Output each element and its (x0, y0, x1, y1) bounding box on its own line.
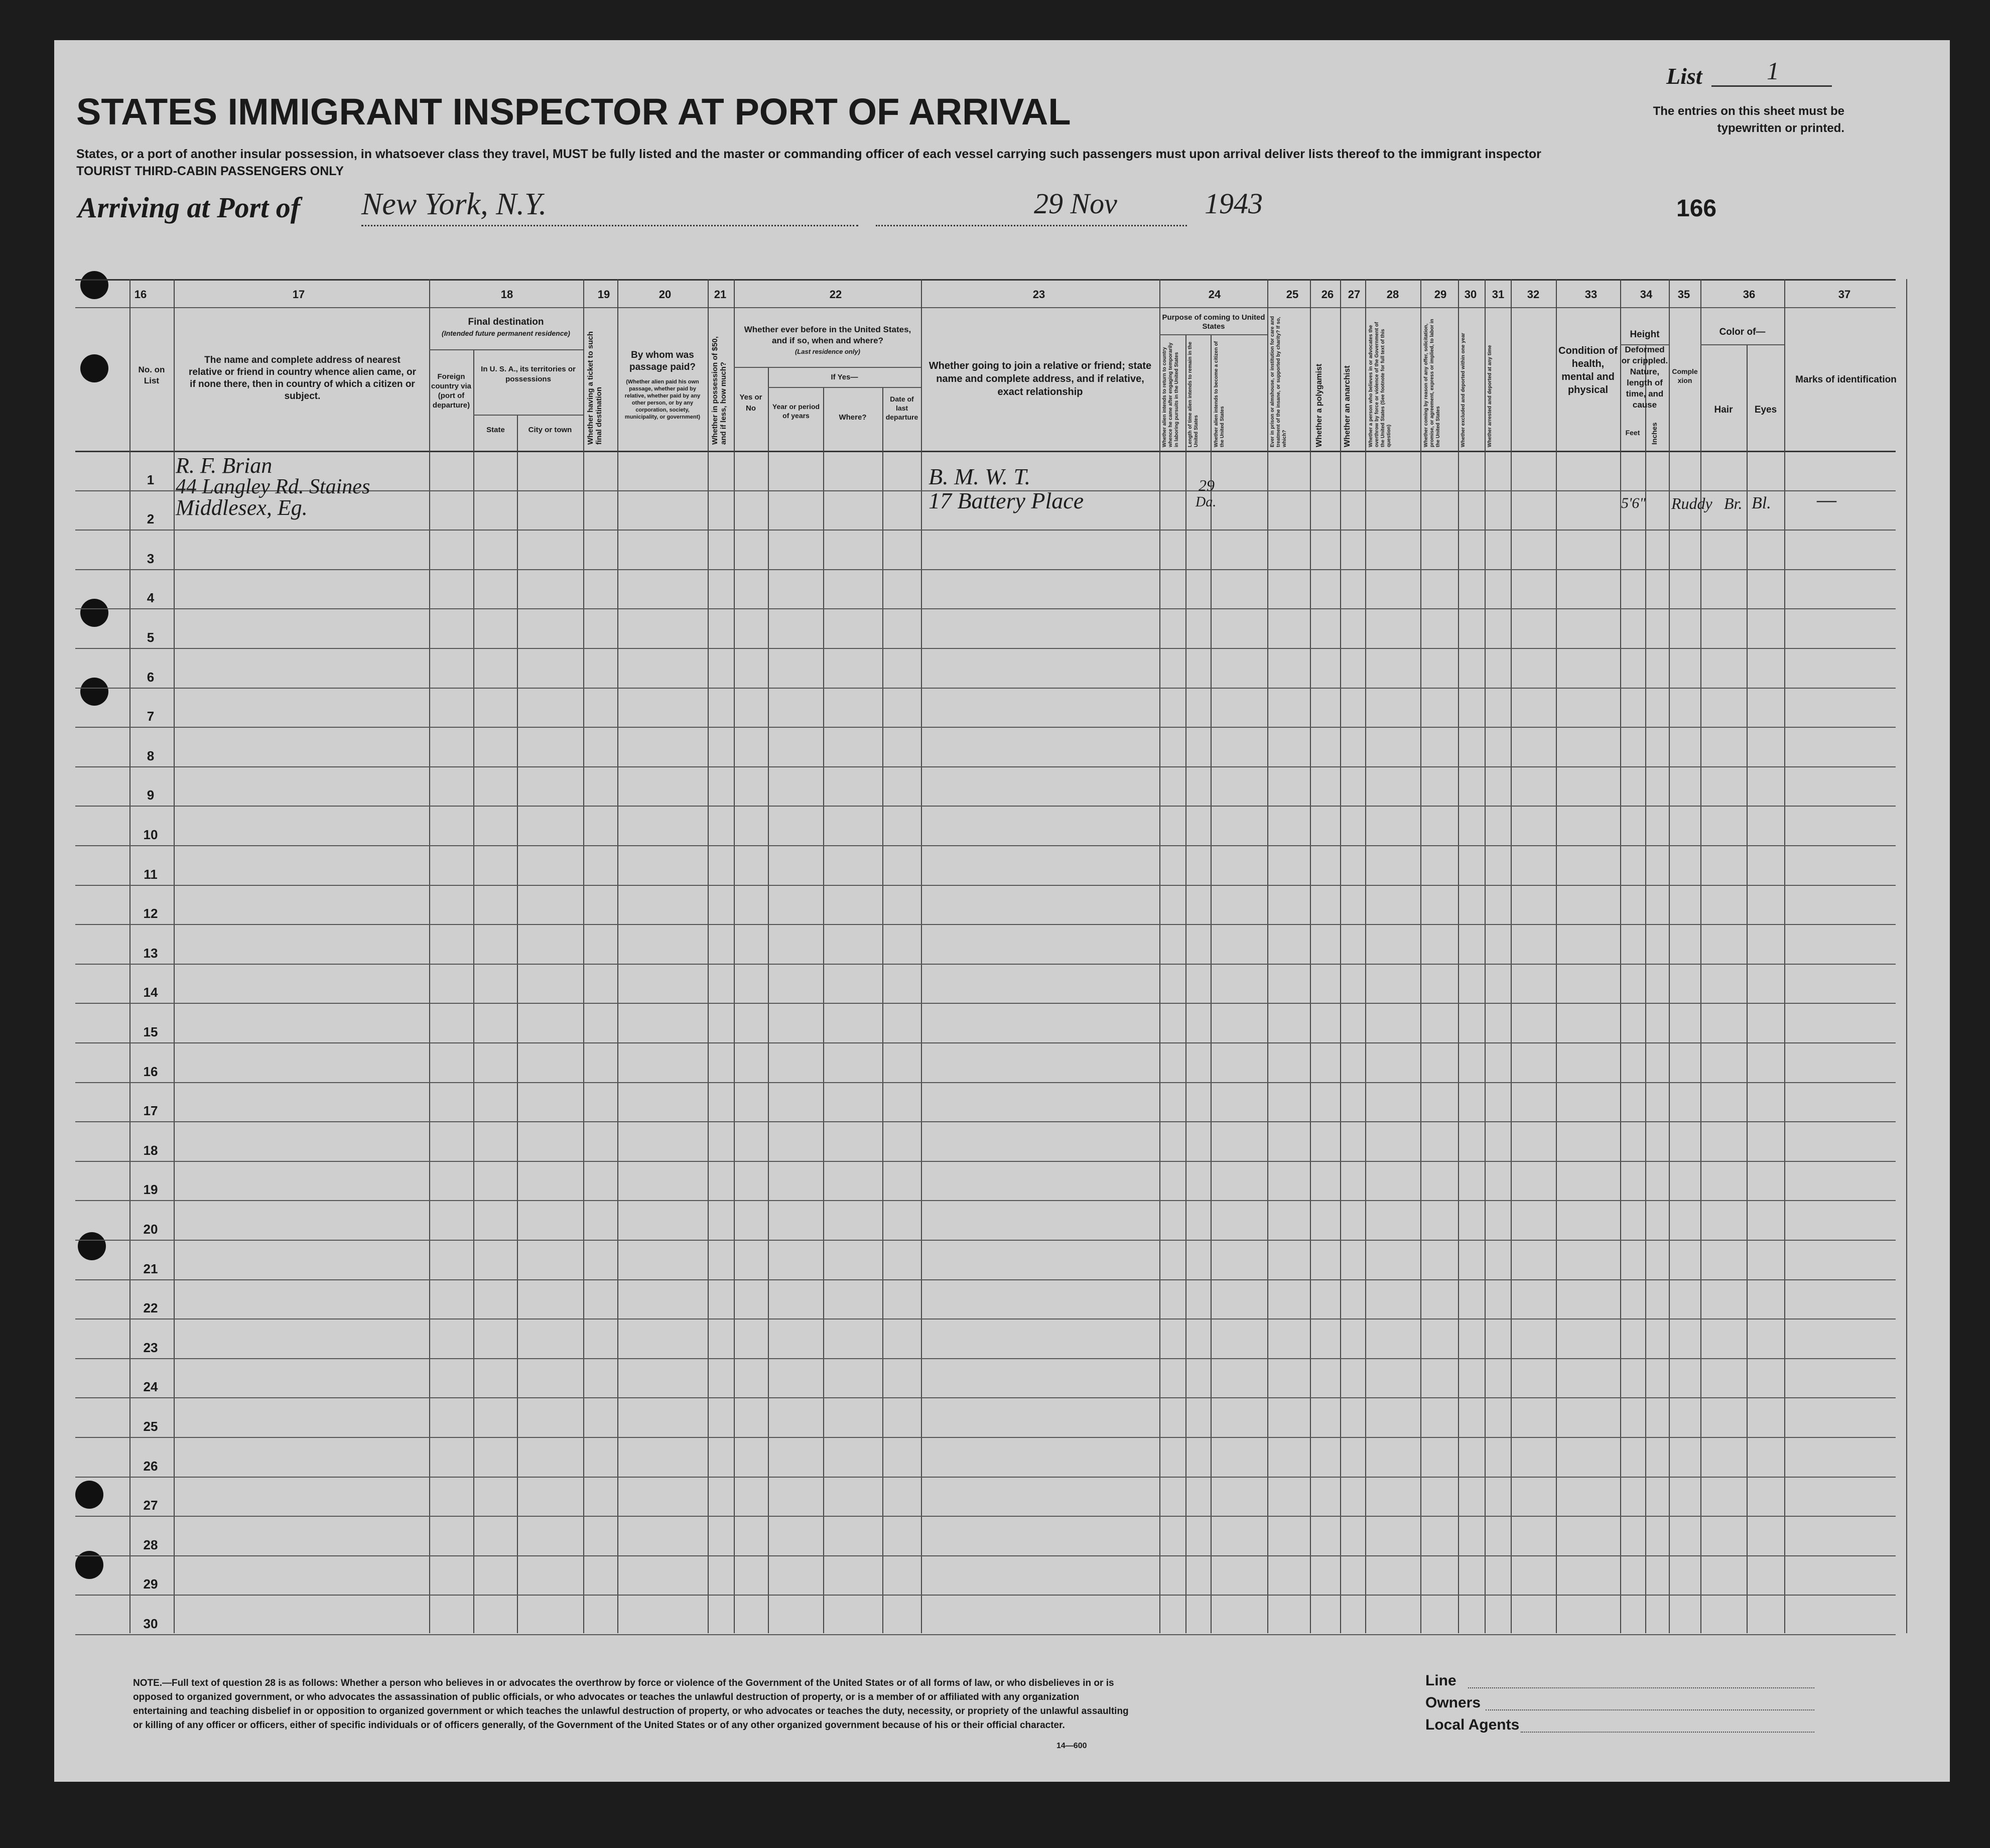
row-rule (75, 1516, 1896, 1517)
col-rule (1700, 279, 1701, 1633)
header-final-destination (431, 317, 581, 339)
row-number: 9 (147, 787, 155, 803)
header-arrested: Whether arrested and deported at any time (1487, 345, 1493, 447)
subtitle-line1: States, or a port of another insular possession, in whatsoever class they travel, MUST be fully listed and the master or commanding officer of each vessel carrying such passengers must upon arrival deliver lists thereof to the immigrant inspector (76, 147, 1541, 161)
col-rule (1906, 279, 1907, 1633)
header-polygamist: Whether a polygamist (1315, 363, 1323, 447)
header-feet: Feet (1625, 429, 1640, 437)
header-where: Where? (839, 413, 867, 422)
grid-top-border (75, 279, 1896, 281)
header-ever-before (737, 324, 918, 357)
year-value: 1943 (1205, 187, 1263, 220)
row-rule (75, 569, 1896, 570)
col-rule (1784, 279, 1785, 1633)
form-code: 14—600 (1056, 1742, 1087, 1750)
c18-sub-rule (429, 349, 583, 350)
row-number: 28 (143, 1537, 158, 1552)
header-complexion: Complexion (1672, 367, 1698, 384)
col-number-21: 21 (714, 288, 727, 301)
row-number: 14 (143, 985, 158, 1000)
row-rule (75, 688, 1896, 689)
c36-sub-rule (1700, 344, 1784, 345)
row-number: 29 (143, 1576, 158, 1592)
row-rule (75, 1595, 1896, 1596)
col-rule (921, 279, 922, 1633)
c22-ifyes-rule (768, 387, 921, 388)
col-number-34: 34 (1640, 288, 1653, 301)
list-number-line (1711, 85, 1832, 87)
col-rule (1511, 279, 1512, 1633)
header-height-visible: Height (1630, 329, 1660, 340)
header-no-on-list: No. on List (138, 365, 165, 385)
col-number-30: 30 (1464, 288, 1477, 301)
local-agents-label: Local Agents (1425, 1717, 1520, 1733)
col-number-19: 19 (597, 288, 610, 301)
header-purpose-length: Length of time alien intends to remain in the United States (1187, 341, 1199, 447)
entry1-complexion: Ruddy (1671, 494, 1712, 512)
header-purpose-return: Whether alien intends to return to country whence he came after engaging temporarily in laboring pursuits in the United States (1162, 342, 1179, 447)
header-marks: Marks of identification (1795, 374, 1897, 385)
entry1-joining-line1: B. M. W. T. (928, 464, 1031, 489)
col-rule (1645, 344, 1646, 1633)
row-rule (75, 1042, 1896, 1043)
row-number: 17 (143, 1103, 158, 1119)
row-number: 27 (143, 1498, 158, 1513)
row-rule (75, 766, 1896, 767)
col-rule (129, 279, 130, 1633)
header-health: Condition of health, mental and physical (1558, 345, 1618, 395)
row-number: 26 (143, 1458, 158, 1474)
line-label: Line (1425, 1672, 1456, 1689)
header-excluded: Whether excluded and deported within one year (1461, 333, 1466, 447)
final-destination-title: Final destination (468, 317, 544, 327)
header-color-of: Color of— (1719, 327, 1766, 337)
manifest-table (75, 279, 1896, 1633)
ever-before-sub: (Last residence only) (794, 348, 861, 355)
col-rule (1340, 279, 1341, 1633)
arriving-label: Arriving at Port of (78, 191, 301, 224)
row-rule (75, 806, 1896, 807)
row-number: 8 (147, 748, 155, 763)
list-number: 1 (1767, 57, 1779, 85)
entry1-hair: Br. (1724, 494, 1743, 512)
col-number-26: 26 (1321, 288, 1334, 301)
header-yes-no: Yes or No (739, 393, 762, 413)
col-number-35: 35 (1677, 288, 1690, 301)
col-rule (1485, 279, 1486, 1633)
date-line (876, 225, 1187, 226)
header-prison: Ever in prison or almshouse, or institution for care and treatment of the insane, or supported by charity? If so, which? (1270, 316, 1287, 447)
col-rule (734, 279, 735, 1633)
row-number: 4 (147, 590, 155, 606)
col-rule (1211, 334, 1212, 1633)
col-rule (1420, 279, 1421, 1633)
row-rule (75, 964, 1896, 965)
header-purpose-citizen: Whether alien intends to become a citizen of the United States (1214, 341, 1225, 447)
col-rule (768, 367, 769, 1633)
row-rule (75, 845, 1896, 846)
col-number-20: 20 (658, 288, 672, 301)
header-anarchist: Whether an anarchist (1343, 365, 1352, 447)
sheet-number: 166 (1676, 195, 1717, 222)
col-rule (1310, 279, 1311, 1633)
col-rule (429, 279, 430, 1633)
c18-usa-rule (473, 415, 583, 416)
col-number-28: 28 (1386, 288, 1399, 301)
header-bottom-rule (75, 451, 1896, 452)
header-in-usa: In U. S. A., its territories or possessions (481, 365, 576, 383)
row-number: 3 (147, 551, 155, 566)
col-rule (1669, 279, 1670, 1633)
col-number-31: 31 (1492, 288, 1505, 301)
entries-note: The entries on this sheet must be typewritten or printed. (1653, 104, 1844, 135)
final-destination-sub: (Intended future permanent residence) (442, 329, 570, 337)
row-rule (75, 1397, 1896, 1398)
row-rule (75, 1555, 1896, 1556)
row-rule (75, 608, 1896, 609)
header-offer-labor: Whether coming by reason of any offer, solicitation, promise, or agreement, express or implied, to labor in the United States (1423, 319, 1441, 447)
row-number: 5 (147, 630, 155, 645)
col-number-32: 32 (1527, 288, 1540, 301)
ever-before-title: Whether ever before in the United States, and if so, when and where? (744, 325, 911, 345)
row-rule (75, 1121, 1896, 1122)
header-city: City or town (528, 426, 572, 434)
entry1-relative-line1: R. F. Brian (176, 453, 273, 478)
row-number: 30 (143, 1616, 158, 1631)
header-if-yes: If Yes— (831, 373, 858, 381)
line-field (1468, 1687, 1814, 1688)
row-number: 2 (147, 511, 155, 527)
owners-label: Owners (1425, 1694, 1481, 1711)
col-rule (1747, 344, 1748, 1633)
col-number-22: 22 (829, 288, 842, 301)
entry1-relative-line3: Middlesex, Eg. (176, 495, 308, 520)
row-number: 16 (143, 1064, 158, 1079)
footnote-question-28: NOTE.—Full text of question 28 is as follows: Whether a person who believes in or advocates the overthrow by force or violence of the Government of the United States or of all forms of law, or who disbelieves in or is opposed to organized government, or who advocates the assassination of public officials, or who advocates or teaches the unlawful destruction of property, or is a member of or affiliated with any organization entertaining and teaching disbelief in or opposition to organized government or which teaches the unlawful destruction of property, or who advocates or teaches the duty, necessity, or propriety of the unlawful assaulting or killing of any officer or officers, either of specific individuals or of officers generally, of the Government of the United States or of any other organized government because of his or their official character. (133, 1678, 1129, 1731)
header-passage-paid (620, 349, 705, 421)
row-rule (75, 1082, 1896, 1083)
header-possession-50: Whether in possession of $50, and if less, how much? (711, 336, 728, 445)
col-rule (1267, 279, 1268, 1633)
header-going-to-join: Whether going to join a relative or friend; state name and complete address, and if relative, exact relationship (928, 360, 1152, 398)
row-rule (75, 1358, 1896, 1359)
subtitle-line2: TOURIST THIRD-CABIN PASSENGERS ONLY (76, 164, 344, 178)
row-number: 12 (143, 906, 158, 921)
col-number-16: 16 (134, 288, 147, 301)
c22-sub-rule (734, 367, 921, 368)
row-rule (75, 1240, 1896, 1241)
row-number: 7 (147, 709, 155, 724)
row-rule (75, 885, 1896, 886)
entry1-length-line1: 29 (1199, 476, 1215, 494)
header-eyes: Eyes (1754, 405, 1777, 415)
row-number: 21 (143, 1261, 158, 1276)
header-purpose: Purpose of coming to United States (1162, 313, 1265, 331)
row-number: 6 (147, 669, 155, 685)
col-rule (1159, 279, 1160, 1633)
row-number: 20 (143, 1222, 158, 1237)
entry1-joining-line2: 17 Battery Place (928, 488, 1084, 513)
col-number-29: 29 (1434, 288, 1447, 301)
entry1-relative-line2: 44 Langley Rd. Staines (176, 475, 370, 498)
passage-paid-note: (Whether alien paid his own passage, whether paid by relative, whether paid by any other person, or by any corporation, society, municipality, or government) (624, 379, 701, 420)
col-rule (617, 279, 618, 1633)
row-number: 1 (147, 472, 155, 487)
entry1-marks: — (1817, 487, 1837, 512)
passage-paid-title: By whom was passage paid? (629, 350, 696, 372)
subtitle (76, 146, 1808, 180)
column-number-rule (75, 307, 1896, 308)
header-last-departure: Date of last departure (885, 395, 918, 421)
header-overthrow: Whether a person who believes in or advocates the overthrow by force or violence of the Government of the United States (See footnote for full text of this question) (1368, 322, 1392, 447)
col-number-25: 25 (1286, 288, 1299, 301)
row-rule (75, 648, 1896, 649)
c24-sub-rule (1159, 334, 1267, 335)
row-rule (75, 1318, 1896, 1319)
page-title: STATES IMMIGRANT INSPECTOR AT PORT OF ARRIVAL (76, 91, 1071, 133)
row-number: 24 (143, 1379, 158, 1395)
header-years: Year or period of years (772, 403, 820, 420)
row-number: 15 (143, 1024, 158, 1039)
col-rule (823, 387, 824, 1633)
header-hair: Hair (1714, 405, 1733, 415)
col-rule (882, 387, 883, 1633)
col-number-37: 37 (1838, 288, 1851, 301)
col-number-23: 23 (1032, 288, 1045, 301)
col-number-36: 36 (1743, 288, 1756, 301)
entry1-length-line2: Da. (1196, 494, 1217, 510)
row-number: 18 (143, 1142, 158, 1158)
row-number: 23 (143, 1340, 158, 1355)
col-number-24: 24 (1208, 288, 1221, 301)
header-state: State (486, 426, 505, 434)
col-rule (708, 279, 709, 1633)
col-rule (1458, 279, 1459, 1633)
row-rule (75, 1634, 1896, 1635)
col-rule (174, 279, 175, 1633)
row-rule (75, 1437, 1896, 1438)
header-ticket: Whether having a ticket to such final destination (586, 331, 603, 445)
row-number: 10 (143, 827, 158, 842)
header-inches: Inches (1650, 422, 1658, 445)
header-nearest-relative: The name and complete address of nearest relative or friend in country whence alien came, or if none there, then in country of which a citizen or subject. (189, 355, 416, 402)
row-rule (75, 1477, 1896, 1478)
col-number-27: 27 (1348, 288, 1361, 301)
row-number: 22 (143, 1300, 158, 1316)
local-agents-field (1521, 1732, 1814, 1733)
entry1-eyes: Bl. (1752, 494, 1771, 512)
row-number: 11 (144, 866, 158, 882)
col-rule (1620, 279, 1621, 1633)
col-rule (1365, 279, 1366, 1633)
col-number-18: 18 (500, 288, 513, 301)
port-line (361, 225, 858, 226)
owners-field (1486, 1709, 1814, 1710)
row-number: 25 (143, 1419, 158, 1434)
row-rule (75, 924, 1896, 925)
list-label: List (1666, 63, 1702, 89)
header-deformed-visible: Deformed or crippled. Nature, length of time, and cause (1621, 345, 1668, 410)
col-rule (473, 349, 474, 1633)
header-foreign-country: Foreign country via (port of departure) (431, 372, 472, 410)
col-rule (1185, 334, 1186, 1633)
date-value: 29 Nov (1034, 187, 1117, 220)
row-number: 13 (143, 945, 158, 961)
port-value: New York, N.Y. (361, 187, 547, 221)
col-number-17: 17 (292, 288, 305, 301)
row-rule (75, 1279, 1896, 1280)
entry1-height: 5'6" (1621, 495, 1646, 511)
col-number-33: 33 (1584, 288, 1598, 301)
col-rule (1556, 279, 1557, 1633)
row-rule (75, 530, 1896, 531)
row-number: 19 (143, 1182, 158, 1198)
row-rule (75, 1161, 1896, 1162)
col-rule (583, 279, 584, 1633)
col-rule (517, 415, 518, 1633)
row-rule (75, 727, 1896, 728)
row-rule (75, 1003, 1896, 1004)
row-rule (75, 1200, 1896, 1201)
